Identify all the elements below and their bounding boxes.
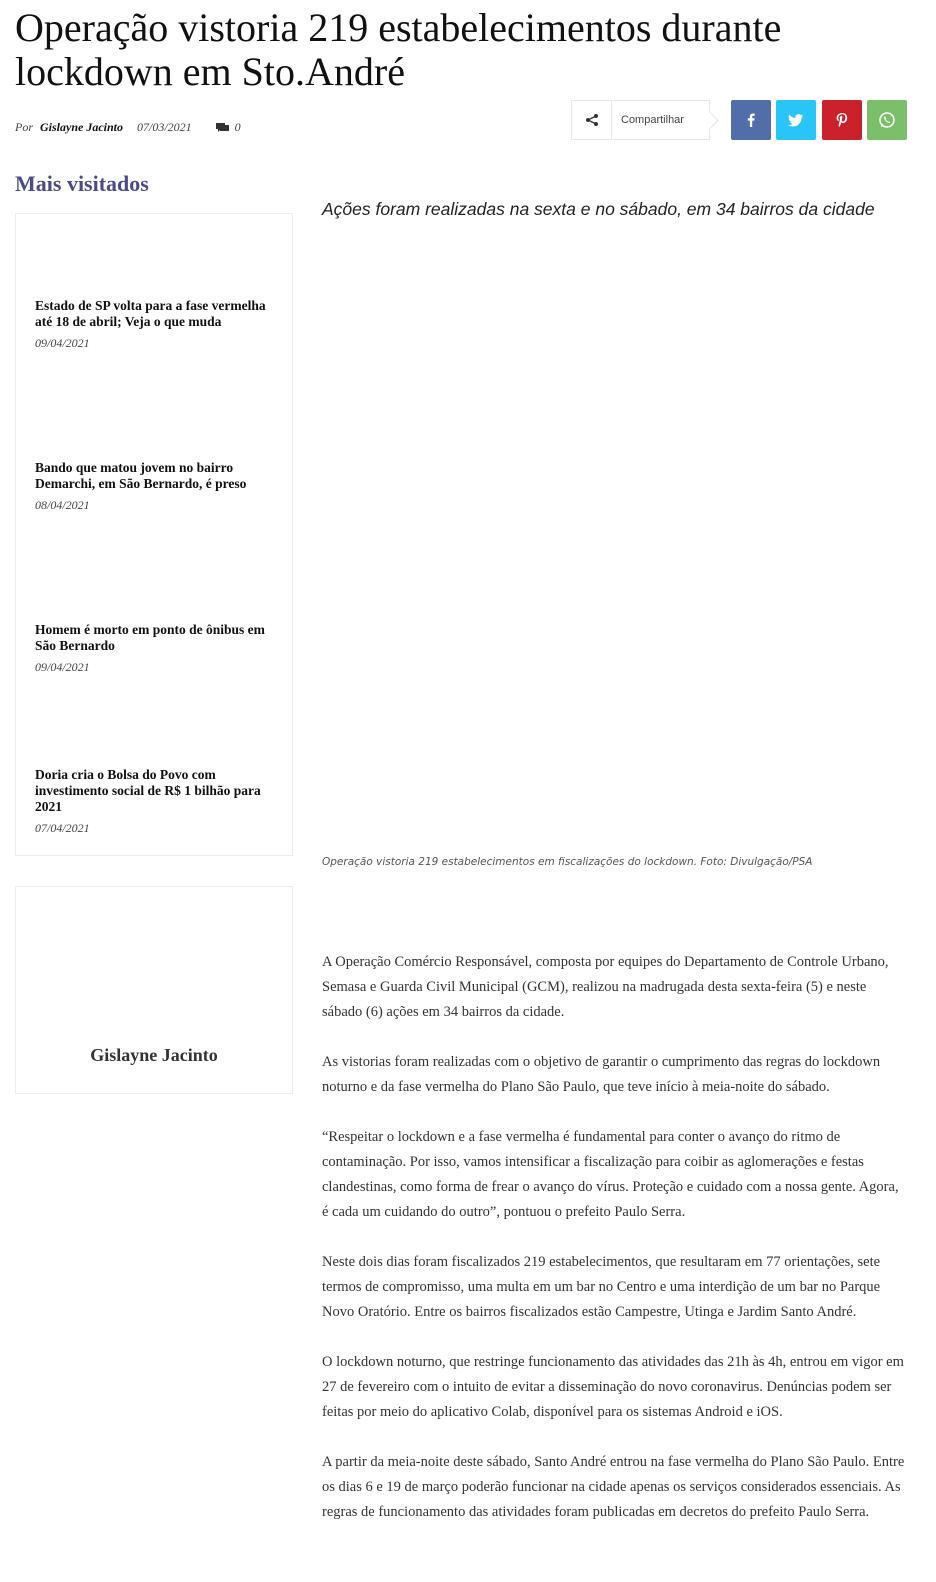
twitter-share-button[interactable] bbox=[776, 100, 816, 140]
article-meta bbox=[15, 118, 241, 136]
author-box bbox=[15, 886, 293, 1094]
pinterest-icon bbox=[835, 112, 849, 128]
meta-by-label: Por bbox=[15, 119, 33, 134]
comment-count: 0 bbox=[234, 119, 241, 134]
whatsapp-share-button[interactable] bbox=[867, 100, 907, 140]
list-item bbox=[35, 298, 270, 351]
post-title-link[interactable]: Bando que matou jovem no bairro Demarchi, em São Bernardo, é preso bbox=[35, 460, 247, 491]
article-paragraph: A partir da meia-noite deste sábado, Santo André entrou na fase vermelha do Plano São Paulo. Entre os dias 6 e 19 de março poderão funcionar na cidade apenas os serviços considerados essenciais. As regras de funcionamento das atividades foram publicadas em decretos do prefeito Paulo Serra. bbox=[322, 1454, 905, 1520]
article-title: Operação vistoria 219 estabelecimentos durante lockdown em Sto.André bbox=[15, 5, 782, 94]
article-paragraph: “Respeitar o lockdown e a fase vermelha é fundamental para conter o avanço do ritmo de contaminação. Por isso, vamos intensificar a fiscalização para coibir as aglomerações e festas clandestinas, como forma de frear o avanço do vírus. Proteção e cuidado com a nossa gente. Agora, é cada um cuidando do outro”, pontuou o prefeito Paulo Serra. bbox=[322, 1129, 899, 1220]
share-label: Compartilhar bbox=[621, 114, 684, 126]
list-item bbox=[35, 622, 270, 675]
most-visited-list bbox=[15, 213, 293, 856]
list-item bbox=[35, 767, 270, 836]
list-item bbox=[35, 460, 270, 513]
post-title-link[interactable]: Doria cria o Bolsa do Povo com investimento social de R$ 1 bilhão para 2021 bbox=[35, 767, 261, 814]
article-paragraph: A Operação Comércio Responsável, composta por equipes do Departamento de Controle Urbano, Semasa e Guarda Civil Municipal (GCM), realizou na madrugada desta sexta-feira (5) e neste sábado (6) ações em 34 bairros da cidade. bbox=[322, 954, 889, 1020]
author-box-name[interactable]: Gislayne Jacinto bbox=[90, 1045, 218, 1065]
sidebar-title: Mais visitados bbox=[15, 171, 149, 196]
share-icon bbox=[572, 101, 612, 139]
post-date: 07/04/2021 bbox=[35, 821, 90, 835]
publish-date: 07/03/2021 bbox=[137, 119, 192, 134]
post-title-link[interactable]: Estado de SP volta para a fase vermelha até 18 de abril; Veja o que muda bbox=[35, 298, 266, 329]
facebook-icon bbox=[743, 112, 759, 128]
article-body bbox=[322, 950, 907, 1550]
post-title-link[interactable]: Homem é morto em ponto de ônibus em São Bernardo bbox=[35, 622, 265, 653]
whatsapp-icon bbox=[878, 111, 896, 129]
twitter-icon bbox=[788, 112, 804, 128]
comment-icon bbox=[216, 122, 229, 132]
facebook-share-button[interactable] bbox=[731, 100, 771, 140]
article-paragraph: O lockdown noturno, que restringe funcionamento das atividades das 21h às 4h, entrou em vigor em 27 de fevereiro com o intuito de evitar a disseminação do novo coronavirus. Denúncias podem ser feitas por meio do aplicativo Colab, disponível para os sistemas Android e iOS. bbox=[322, 1354, 904, 1420]
author-link[interactable]: Gislayne Jacinto bbox=[40, 119, 123, 134]
image-caption: Operação vistoria 219 estabelecimentos em fiscalizações do lockdown. Foto: Divulgação/PSA bbox=[322, 856, 813, 868]
share-button[interactable] bbox=[571, 100, 710, 140]
post-date: 08/04/2021 bbox=[35, 498, 90, 512]
article-paragraph: Neste dois dias foram fiscalizados 219 estabelecimentos, que resultaram em 77 orientações, sete termos de compromisso, uma multa em um bar no Centro e uma interdição de um bar no Parque Novo Oratório. Entre os bairros fiscalizados estão Campestre, Utinga e Jardim Santo André. bbox=[322, 1254, 881, 1320]
article-subtitle: Ações foram realizadas na sexta e no sábado, em 34 bairros da cidade bbox=[322, 199, 875, 219]
article-paragraph: As vistorias foram realizadas com o objetivo de garantir o cumprimento das regras do lockdown noturno e da fase vermelha do Plano São Paulo, que teve início à meia-noite do sábado. bbox=[322, 1054, 881, 1095]
post-date: 09/04/2021 bbox=[35, 660, 90, 674]
pinterest-share-button[interactable] bbox=[822, 100, 862, 140]
post-date: 09/04/2021 bbox=[35, 336, 90, 350]
comments-link[interactable] bbox=[216, 120, 241, 135]
